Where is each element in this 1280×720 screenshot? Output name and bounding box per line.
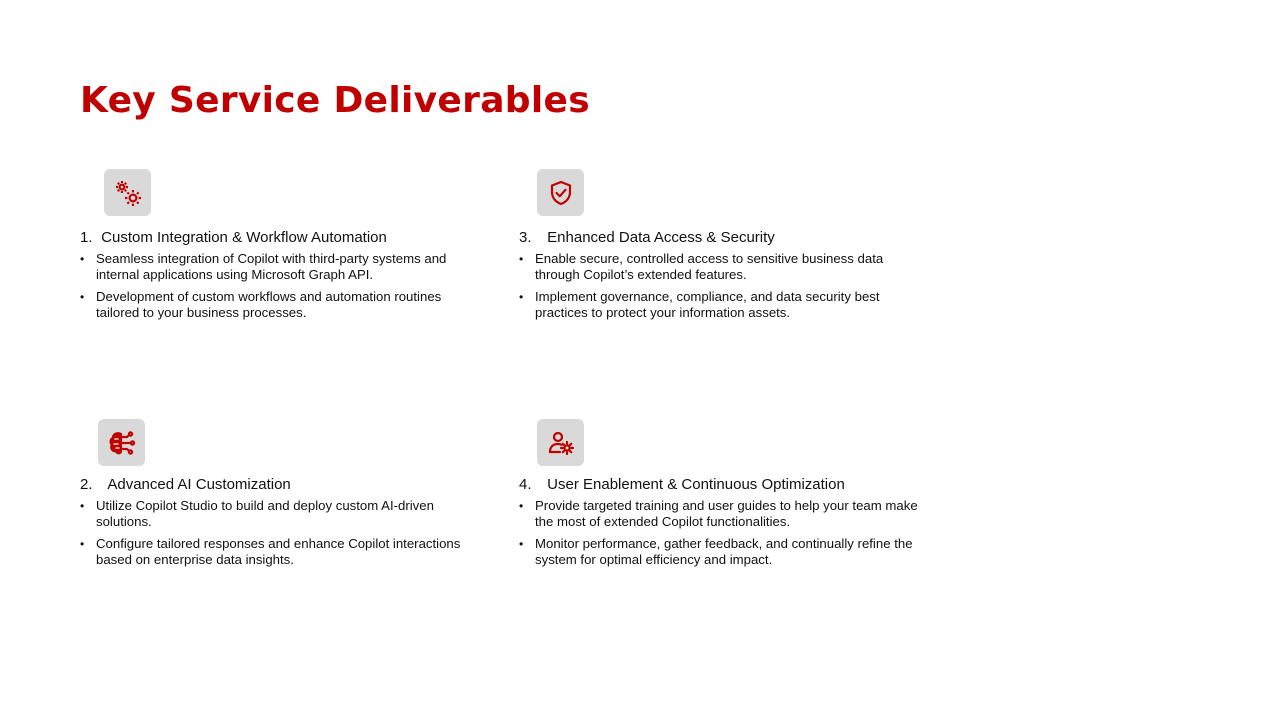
bullet-list bbox=[80, 498, 480, 568]
bullet-list bbox=[519, 251, 919, 321]
section-heading-text: User Enablement & Continuous Optimization bbox=[547, 476, 845, 493]
bullet-text: Configure tailored responses and enhance Copilot interactions based on enterprise data insights. bbox=[96, 536, 461, 567]
deliverable-section-3 bbox=[519, 229, 919, 327]
shield-check-icon bbox=[537, 169, 584, 216]
section-number: 4. bbox=[519, 476, 532, 493]
section-heading-text: Advanced AI Customization bbox=[107, 476, 291, 493]
bullet-text: Utilize Copilot Studio to build and deploy custom AI-driven solutions. bbox=[96, 498, 434, 529]
section-heading bbox=[519, 476, 919, 494]
section-number: 3. bbox=[519, 229, 532, 246]
list-item: • Provide targeted training and user guides to help your team make the most of extended Copilot functionalities. bbox=[519, 498, 918, 529]
bullet-text: Implement governance, compliance, and data security best practices to protect your information assets. bbox=[535, 289, 880, 320]
section-number: 1. bbox=[80, 229, 93, 246]
brain-circuit-icon bbox=[98, 419, 145, 466]
section-heading bbox=[519, 229, 919, 247]
deliverable-section-4 bbox=[519, 476, 919, 574]
bullet-text: Monitor performance, gather feedback, and continually refine the system for optimal efficiency and impact. bbox=[535, 536, 913, 567]
section-heading-text: Enhanced Data Access & Security bbox=[547, 229, 775, 246]
gears-icon bbox=[104, 169, 151, 216]
section-heading bbox=[80, 476, 480, 494]
list-item: • Development of custom workflows and automation routines tailored to your business processes. bbox=[80, 289, 442, 320]
bullet-text: Seamless integration of Copilot with third-party systems and internal applications using Microsoft Graph API. bbox=[96, 251, 447, 282]
list-item: • Enable secure, controlled access to sensitive business data through Copilot’s extended features. bbox=[519, 251, 884, 282]
user-gear-icon bbox=[537, 419, 584, 466]
list-item: • Seamless integration of Copilot with third-party systems and internal applications using Microsoft Graph API. bbox=[80, 251, 447, 282]
section-number: 2. bbox=[80, 476, 93, 493]
bullet-text: Provide targeted training and user guides to help your team make the most of extended Copilot functionalities. bbox=[535, 498, 918, 529]
deliverable-section-1 bbox=[80, 229, 480, 327]
bullet-text: Development of custom workflows and automation routines tailored to your business processes. bbox=[96, 289, 442, 320]
page-title: Key Service Deliverables bbox=[80, 80, 590, 121]
section-heading bbox=[80, 229, 480, 247]
list-item: • Configure tailored responses and enhance Copilot interactions based on enterprise data insights. bbox=[80, 536, 461, 567]
bullet-text: Enable secure, controlled access to sensitive business data through Copilot’s extended features. bbox=[535, 251, 884, 282]
list-item: • Implement governance, compliance, and data security best practices to protect your information assets. bbox=[519, 289, 880, 320]
section-heading-text: Custom Integration & Workflow Automation bbox=[101, 229, 387, 246]
deliverable-section-2 bbox=[80, 476, 480, 574]
bullet-list bbox=[80, 251, 480, 321]
list-item: • Utilize Copilot Studio to build and deploy custom AI-driven solutions. bbox=[80, 498, 434, 529]
list-item: • Monitor performance, gather feedback, and continually refine the system for optimal efficiency and impact. bbox=[519, 536, 913, 567]
bullet-list bbox=[519, 498, 919, 568]
